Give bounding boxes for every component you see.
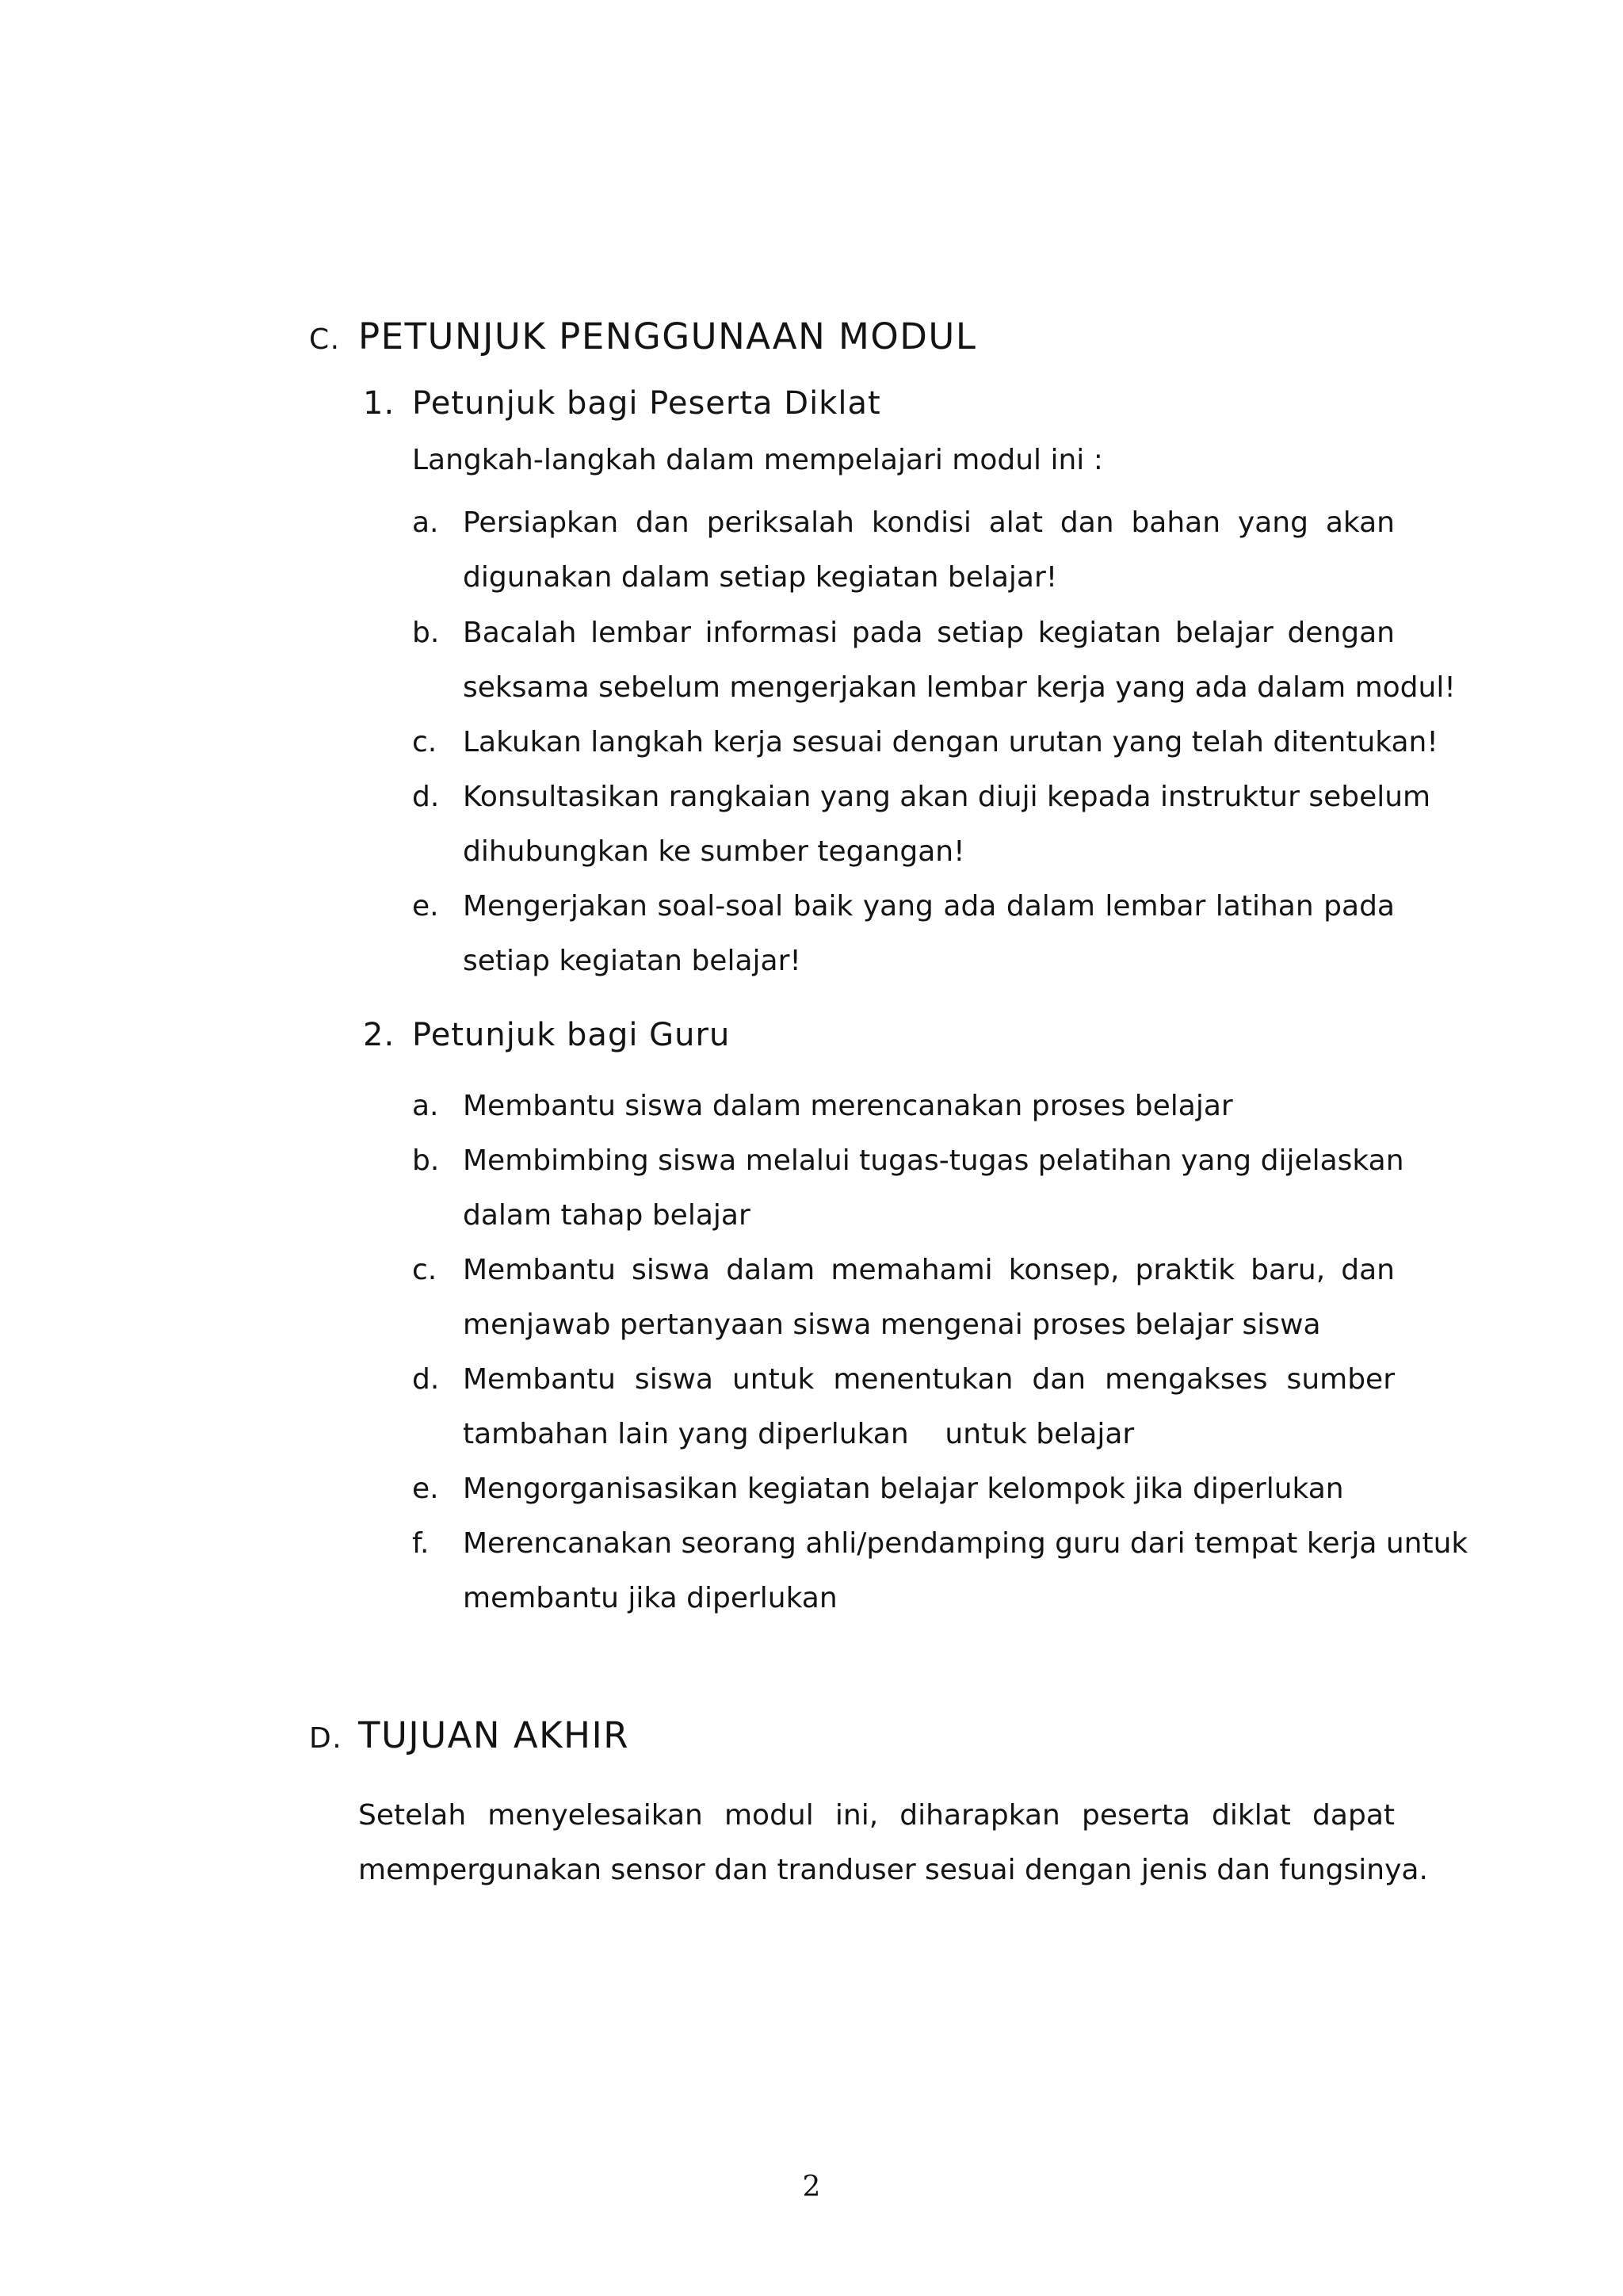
section-d-heading xyxy=(309,1714,630,1756)
intro-text: Langkah-langkah dalam mempelajari modul ini : xyxy=(412,444,1103,476)
subheading-guru xyxy=(363,1019,730,1051)
list-item-line: Membantu siswa untuk menentukan dan mengakses sumber xyxy=(463,1363,1395,1396)
section-c-title: PETUNJUK PENGGUNAAN MODUL xyxy=(358,315,977,357)
list-item-letter: e. xyxy=(412,1473,439,1505)
list-item-letter: b. xyxy=(412,617,440,649)
list-item-line: setiap kegiatan belajar! xyxy=(463,945,801,977)
list-item-letter: c. xyxy=(412,1254,437,1286)
list-item-line: Mengerjakan soal-soal baik yang ada dalam lembar latihan pada xyxy=(463,890,1395,923)
page-number: 2 xyxy=(802,2171,821,2203)
section-c-letter: C. xyxy=(309,323,341,356)
list-item-line: membantu jika diperlukan xyxy=(463,1582,838,1614)
list-item-letter: a. xyxy=(412,506,439,539)
list-item-letter: a. xyxy=(412,1090,439,1122)
paragraph-line: mempergunakan sensor dan tranduser sesuai dengan jenis dan fungsinya. xyxy=(358,1854,1428,1886)
list-item-line: Konsultasikan rangkaian yang akan diuji kepada instruktur sebelum xyxy=(463,781,1431,813)
list-item-line: menjawab pertanyaan siswa mengenai proses belajar siswa xyxy=(463,1308,1321,1341)
section-d-title: TUJUAN AKHIR xyxy=(358,1714,630,1756)
list-item-line: Bacalah lembar informasi pada setiap kegiatan belajar dengan xyxy=(463,617,1395,649)
list-item-line: Merencanakan seorang ahli/pendamping guru dari tempat kerja untuk xyxy=(463,1527,1468,1560)
list-item-line: seksama sebelum mengerjakan lembar kerja yang ada dalam modul! xyxy=(463,671,1456,704)
list-item-line: Persiapkan dan periksalah kondisi alat dan bahan yang akan xyxy=(463,506,1395,539)
list-item-letter: e. xyxy=(412,890,439,923)
list-item-letter: f. xyxy=(412,1527,430,1560)
subheading-2-number: 2. xyxy=(363,1017,395,1053)
list-item-line: Membantu siswa dalam memahami konsep, praktik baru, dan xyxy=(463,1254,1395,1286)
list-item-letter: c. xyxy=(412,726,437,758)
subheading-2-title: Petunjuk bagi Guru xyxy=(412,1017,731,1053)
subheading-peserta-diklat xyxy=(363,385,881,422)
list-item-letter: d. xyxy=(412,1363,440,1396)
list-item-line: tambahan lain yang diperlukan untuk belajar xyxy=(463,1418,1135,1450)
list-item-line: digunakan dalam setiap kegiatan belajar! xyxy=(463,561,1058,594)
subheading-1-title: Petunjuk bagi Peserta Diklat xyxy=(412,385,881,422)
list-item-line: dihubungkan ke sumber tegangan! xyxy=(463,835,965,868)
list-item-line: dalam tahap belajar xyxy=(463,1199,750,1232)
subheading-1-number: 1. xyxy=(363,385,395,422)
list-item-letter: d. xyxy=(412,781,440,813)
list-item-line: Mengorganisasikan kegiatan belajar kelompok jika diperlukan xyxy=(463,1473,1344,1505)
list-item-line: Membimbing siswa melalui tugas-tugas pelatihan yang dijelaskan xyxy=(463,1144,1404,1177)
section-d-letter: D. xyxy=(309,1722,343,1755)
section-c-heading xyxy=(309,315,977,357)
list-item-letter: b. xyxy=(412,1144,440,1177)
list-item-line: Lakukan langkah kerja sesuai dengan urutan yang telah ditentukan! xyxy=(463,726,1438,758)
list-item-line: Membantu siswa dalam merencanakan proses belajar xyxy=(463,1090,1233,1122)
paragraph-line: Setelah menyelesaikan modul ini, diharapkan peserta diklat dapat xyxy=(358,1799,1395,1832)
